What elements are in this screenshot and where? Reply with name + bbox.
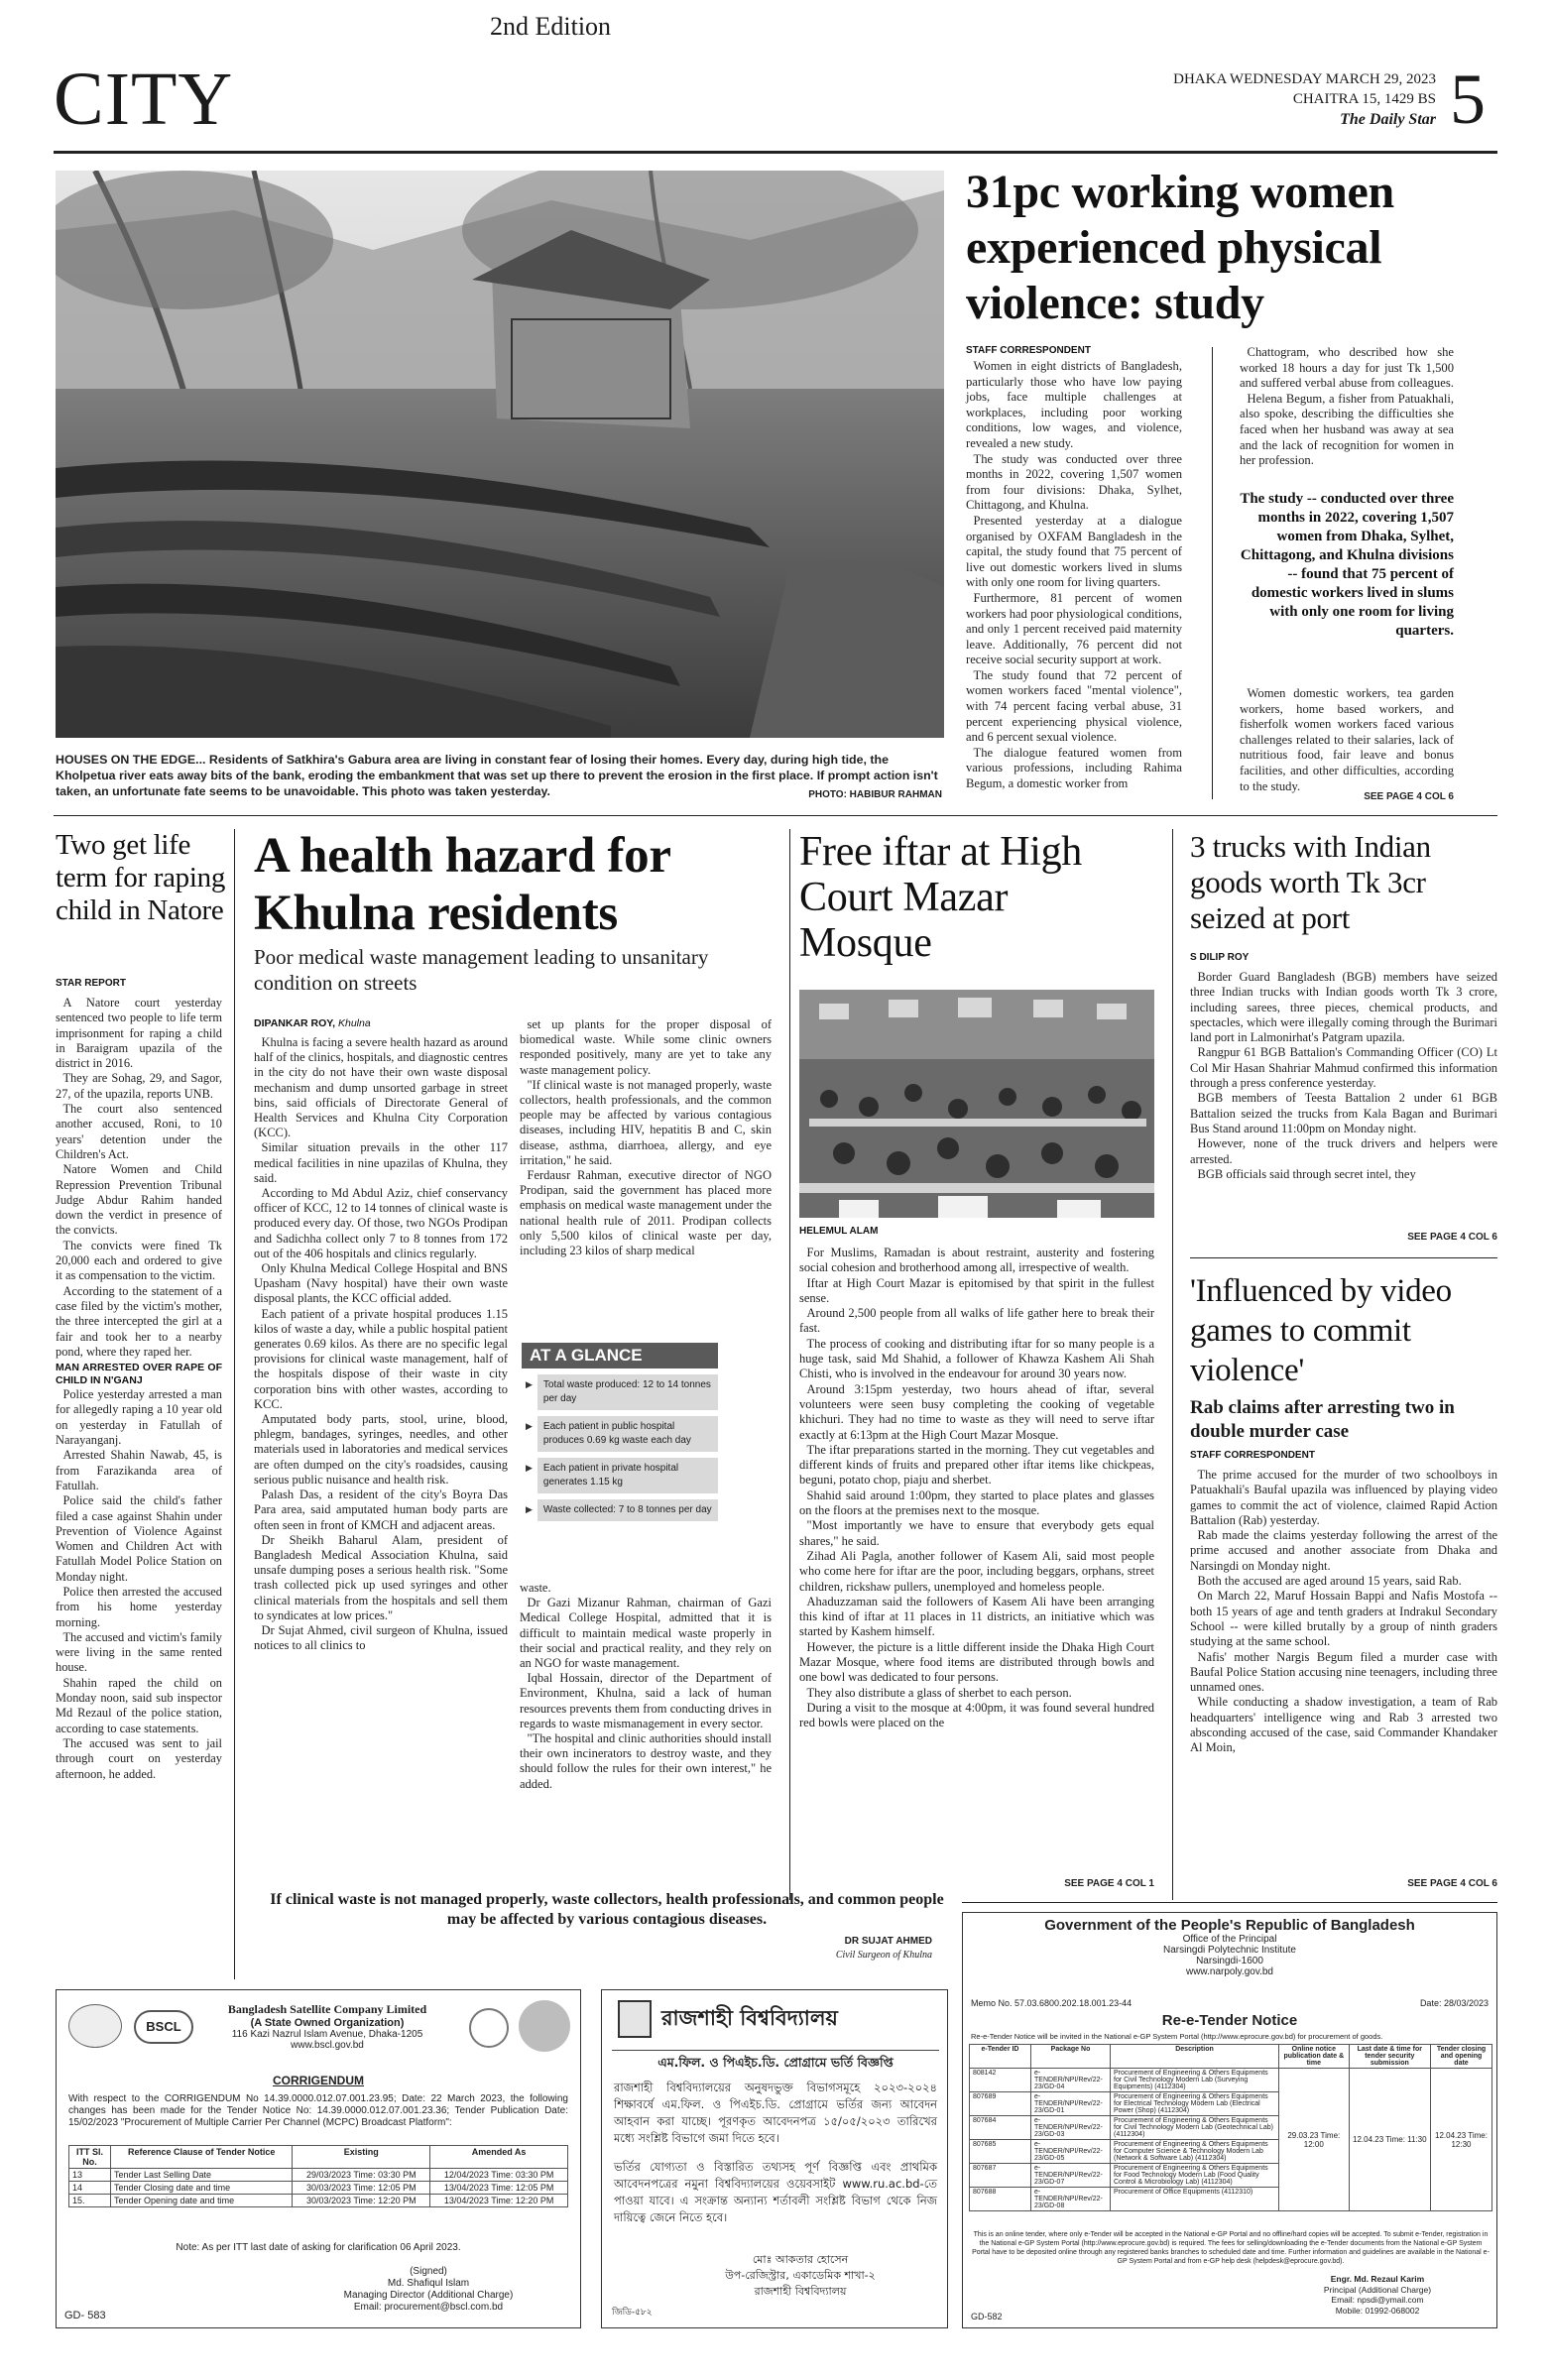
khulna-byline-place: Khulna (337, 1017, 371, 1029)
iftar-p12: They also distribute a glass of sherbet to each person. (806, 1685, 1072, 1700)
women-col-divider (1212, 347, 1213, 799)
iftar-p13: During a visit to the mosque at 4:00pm, it was found several hundred red bowls were placed on the (799, 1700, 1154, 1730)
glance-item: ▶ Waste collected: 7 to 8 tonnes per day (522, 1499, 718, 1521)
khulna-byline (254, 1017, 371, 1029)
khulna-p7: Palash Das, a resident of the city's Boyra Das Para area, said amputated human body parts are often seen in front of KMCH and adjacent areas. (254, 1488, 508, 1532)
khulna-p1: Khulna is facing a severe health hazard as around half of the clinics, hospitals, and diagnostic centres in the city do not have their own waste disposal mechanism and dump unsorted garbage in street bins, said officials of Directorate General of Health Services and Khulna City Corporation (KCC). (254, 1035, 508, 1140)
women-p5: The study found that 72 percent of women workers faced "mental violence", with 74 percent facing verbal abuse, 31 percent experiencing physical violence, and 6 percent sexual violence. (966, 667, 1182, 745)
ru-subtitle: এম.ফিল. ও পিএইচ.ডি. প্রোগ্রামে ভর্তি বিজ্ঞপ্তি (612, 2050, 939, 2075)
women-col1 (966, 359, 1182, 792)
bscl-web[interactable]: www.bscl.gov.bd (291, 2040, 364, 2051)
table-row: 14 Tender Closing date and time 30/03/2023 Time: 12:05 PM 13/04/2023 Time: 12:05 PM (69, 2182, 568, 2195)
satellite-icon (469, 2008, 509, 2048)
trucks-p4: However, none of the truck drivers and helpers were arrested. (1190, 1136, 1497, 1166)
ru-logo-icon (618, 2000, 652, 2038)
trucks-p5: BGB officials said through secret intel, they (1197, 1166, 1416, 1181)
paper-name: The Daily Star (1340, 111, 1436, 128)
npi-table: e-Tender ID Package No Description Online notice publication date & time Last date & time for tender security submission Tender closing and opening date 808142 e-TENDER/NPI/Rev/22-23/GD-04 Procurement of Engineering & Others Equipments for Civil Technology Modern Lab (Surveying Equipments) (4112304) 29.03.23 Time: 12:00 12.04.23 Time: 11:30 12.04.23 Time: 12:30 807689 e-TENDER/NPI/Rev/22-23/GD-01 Procurement of Engineering & Others Equipments for Electrical Technology Modern Lab (Electrical Power (Shop) (4112304) 807684 e-TENDER/NPI/Rev/22-23/GD-03 Procurement of Engineering & Others Equipments for Civil Technology Modern Lab (Geotechnical Lab) (4112304) 807685 e-TENDER/NPI/Rev/22-23/GD-05 Procurement of Engineering & Others Equipments for Computer Science & Technology Modern Lab (Network & Software Lab) (4112304) 807687 e-TENDER/NPI/Rev/22-23/GD-07 Procurement of Engineering & Others Equipments for Food Technology Modern Lab (Food Quality Control & Microbiology Lab) (4112304) 807688 e-TENDER/NPI/Rev/22-23/GD-08 Procurement of Office Equipments (4112310) (969, 2044, 1492, 2211)
npi-memo: Memo No. 57.03.6800.202.18.001.23-44 (971, 1998, 1133, 2008)
khulna-divider (789, 829, 790, 1900)
npi-intro: Re-e-Tender Notice will be invited in the National e-GP System Portal (http://www.eprocure.gov.bd) for procurement of goods. (971, 2032, 1383, 2041)
table-row: 15. Tender Opening date and time 30/03/2023 Time: 12:20 PM 13/04/2023 Time: 12:20 PM (69, 2195, 568, 2207)
trucks-byline: S DILIP ROY (1190, 952, 1250, 963)
ru-title: রাজশাহী বিশ্ববিদ্যালয় (661, 2006, 838, 2030)
women-col2-after (1240, 686, 1454, 794)
natore-p7: Police yesterday arrested a man for allegedly raping a 10 year old on yesterday in Fatullah of Narayanganj. (56, 1387, 222, 1448)
npi-date: Date: 28/03/2023 (1419, 1998, 1489, 2008)
narsingdi-ad (962, 1912, 1497, 2328)
bscl-ad (56, 1989, 581, 2328)
table-row: 808142 e-TENDER/NPI/Rev/22-23/GD-04 Procurement of Engineering & Others Equipments for Civil Technology Modern Lab (Surveying Equipments) (4112304) 29.03.23 Time: 12:00 12.04.23 Time: 11:30 12.04.23 Time: 12:30 (970, 2069, 1492, 2092)
glance-item: ▶ Total waste produced: 12 to 14 tonnes per day (522, 1374, 718, 1410)
ru-org: রাজশাহী বিশ্ববিদ্যালয় (754, 2285, 847, 2298)
bullet-icon: ▶ (526, 1421, 533, 1431)
ru-body1: রাজশাহী বিশ্ববিদ্যালয়ের অনুষদভুক্ত বিভাগসমূহে ২০২৩-২০২৪ শিক্ষাবর্ষে এম.ফিল. ও পিএইচ.ডি. প্রোগ্রামে ভর্তির জন্য আবেদন আহবান করা যাচ্ছে। পূরণকৃত আবেদনপত্র ১৫/০৫/২০২৩ তারিখের মধ্যে সংশ্লিষ্ট বিভাগে জমা দিতে হবে। (614, 2081, 937, 2145)
glance-box (522, 1343, 718, 1521)
glance-item: ▶ Each patient in private hospital generates 1.15 kg (522, 1458, 718, 1493)
women-p4: Furthermore, 81 percent of women workers had poor physiological conditions, and only 1 percent received paid maternity leave. Additionally, 76 percent did not receive social security support at work. (966, 590, 1182, 667)
natore-p3: The court also sentenced another accused, Roni, to 10 years' detention under the Children's Act. (56, 1102, 222, 1161)
women-p8: Helena Begum, a fisher from Patuakhali, also spoke, describing the difficulties she faced when her husband was away at sea and the lack of recognition for women in her profession. (1240, 391, 1454, 468)
ru-ad (601, 1989, 948, 2328)
bottom-story-rule (962, 1902, 1497, 1903)
quote-title: Civil Surgeon of Khulna (835, 1950, 932, 1961)
photo-credit: PHOTO: HABIBUR RAHMAN (808, 789, 942, 800)
khulna-p4: Only Khulna Medical College Hospital and BNS Upasham (Navy hospital) have their own waste disposal plants, the KCC official added. (254, 1261, 508, 1306)
women-col2 (1240, 345, 1454, 469)
bullet-icon: ▶ (526, 1379, 533, 1389)
natore-byline: STAR REPORT (56, 978, 126, 989)
npi-code: GD-582 (971, 2312, 1003, 2321)
khulna-byline-name: DIPANKAR ROY, (254, 1017, 336, 1029)
games-p5: Nafis' mother Nargis Begum filed a murder case with Baufal Police Station accusing nine teenagers, including three unnamed ones. (1190, 1649, 1497, 1695)
emblem-icon (68, 2004, 122, 2048)
iftar-p5: Around 3:15pm yesterday, two hours ahead of iftar, several volunteers were seen busy completing the cooking of vegetable khichuri. They had no time to waste as they will need to serve iftar exactly at 6:13pm at the High Court Mazar Mosque. (799, 1381, 1154, 1442)
top-photo (56, 171, 944, 738)
bscl-email[interactable]: Email: procurement@bscl.com.bd (353, 2302, 504, 2313)
trucks-continued[interactable]: SEE PAGE 4 COL 6 (1407, 1232, 1497, 1243)
khulna-p14: Dr Gazi Mizanur Rahman, chairman of Gazi Medical College Hospital, admitted that it is difficult to maintain medical waste properly in their social and practical reality, and they rely on an NGO for waste management. (520, 1596, 772, 1671)
khulna-p6: Amputated body parts, stool, urine, blood, phlegm, bandages, syringes, needles, and other materials used in laboratories and medical services are often dumped on the city's roadsides, causing serious public nuisance and health risk. (254, 1412, 508, 1487)
iftar-p9: Zihad Ali Pagla, another follower of Kasem Ali, said most people who come here for iftar are the poor, including beggars, orphans, street children, rickshaw pullers, unemployed and homeless people. (799, 1548, 1154, 1594)
bscl-signer: Md. Shafiqul Islam (387, 2278, 470, 2289)
iftar-p4: The process of cooking and distributing iftar for so many people is a huge task, said Md Shahid, a follower of Khawza Kashem Ali Shah Chisti, who is involved in the endeavour for around 30 years now. (799, 1336, 1154, 1381)
khulna-p8: Dr Sheikh Baharul Alam, president of Bangladesh Medical Association Khulna, said unsafe dumping poses a serious health risk. "Some trash collected pick up used syringes and other clinical materials from the hospitals and sell them to syndicates at low prices." (254, 1532, 508, 1622)
glance-item: ▶ Each patient in public hospital produces 0.69 kg waste each day (522, 1416, 718, 1452)
khulna-p12: Ferdausr Rahman, executive director of NGO Prodipan, said the government has placed more emphasis on medical waste management under the national health rule of 2011. Prodipan collects only 5,500 kilos of clinical waste per day, including 23 kilos of sharp medical (520, 1168, 772, 1258)
bscl-designation: Managing Director (Additional Charge) (343, 2290, 514, 2301)
npi-designation: Principal (Additional Charge) (1323, 2284, 1432, 2295)
table-row: 807689 e-TENDER/NPI/Rev/22-23/GD-01 Procurement of Engineering & Others Equipments for Electrical Technology Modern Lab (Electrical Power (Shop) (4112304) (970, 2092, 1492, 2116)
bscl-th: Existing (293, 2146, 430, 2169)
date-line: DHAKA WEDNESDAY MARCH 29, 2023 (1173, 71, 1436, 87)
iftar-continued[interactable]: SEE PAGE 4 COL 1 (1064, 1878, 1154, 1889)
bscl-address: 116 Kazi Nazrul Islam Avenue, Dhaka-1205 (231, 2029, 423, 2040)
khulna-p9: Dr Sujat Ahmed, civil surgeon of Khulna, issued notices to all clinics to (254, 1622, 508, 1653)
natore-p2: They are Sohag, 29, and Sagor, 27, of the upazila, reports UNB. (56, 1071, 222, 1101)
bscl-th: ITT Sl. No. (69, 2146, 111, 2169)
bscl-company: Bangladesh Satellite Company Limited (227, 2002, 427, 2016)
khulna-p5: Each patient of a private hospital produces 1.15 kilos of waste a day, while a public hospital patient generates 0.69 kilos. As there are no specific legal provisions for clinical waste management, half of the hospitals dispose of their waste in city corporation bins with other wastes, according to KCC. (254, 1306, 508, 1411)
bscl-logo: BSCL (134, 2010, 193, 2044)
natore-p9: Police said the child's father filed a case against Shahin under Prevention of Violence Against Women and Children Act with Fatullah Model Police Station on Monday night. (56, 1493, 222, 1584)
games-byline: STAFF CORRESPONDENT (1190, 1450, 1315, 1461)
women-headline[interactable]: 31pc working women experienced physical violence: study (966, 166, 1394, 329)
bscl-org-note: (A State Owned Organization) (250, 2017, 405, 2029)
natore-divider (234, 829, 235, 1979)
ru-signer: মোঃ আকতার হোসেন (752, 2253, 849, 2266)
photo-caption: HOUSES ON THE EDGE... Residents of Satkhira's Gabura area are living in constant fear of losing their homes. Every day, during high tide, the Kholpetua river eats away bits of the bank, eroding the embankment that was set up there to prevent the erosion in the first place. If prompt action isn't taken, an unfortunate fate seems to be unavoidable. This photo was taken yesterday. (56, 753, 938, 798)
section-title: CITY (54, 58, 234, 141)
npi-office: Office of the Principal (1182, 1934, 1277, 1945)
npi-signer: Engr. Md. Rezaul Karim (1330, 2274, 1425, 2284)
women-p9: Women domestic workers, tea garden workers, home based workers, and fisherfolk women workers faced various challenges related to their salaries, lack of nutritious food, fair leave and bonus facilities, and other difficulties, according to the study. (1240, 686, 1454, 793)
games-p4: On March 22, Maruf Hossain Bappi and Nafis Mostofa -- both 15 years of age and tenth graders at Indrakul Secondary School -- were killed brutally by a group of ninth graders studying at the same school. (1190, 1589, 1497, 1649)
ru-code: জিডি-৫৮২ (612, 2308, 653, 2318)
npi-city: Narsingdi-1600 (1196, 1956, 1263, 1966)
iftar-p11: However, the picture is a little different inside the Dhaka High Court Mazar Mosque, where food items are distributed through bowls and one bowl was dedicated to four persons. (799, 1639, 1154, 1685)
women-byline: STAFF CORRESPONDENT (966, 345, 1091, 356)
women-continued[interactable]: SEE PAGE 4 COL 6 (1364, 791, 1454, 802)
natore-p11: The accused and victim's family were living in the same rented house. (56, 1629, 222, 1675)
khulna-p13: waste. (520, 1581, 551, 1595)
ru-body2: ভর্তির যোগ্যতা ও বিস্তারিত তথ্যসহ পূর্ণ বিজ্ঞপ্তি এবং প্রাথমিক আবেদনপত্রের নমুনা বিশ্ববিদ্যালয়ের ওয়েবসাইট www.ru.ac.bd-তে পাওয়া যাবে। এ সংক্রান্ত অন্যান্য শর্তাবলী সংশ্লিষ্ট বিভাগ থেকে নিজ দায়িত্বে জেনে নিতে হবে। (614, 2160, 937, 2224)
npi-footnote: This is an online tender, where only e-Tender will be accepted in the National e-GP Portal and no offline/hard copies will be accepted. To submit e-Tender, registration in the National e-GP System Portal (http://www.eprocure.gov.bd) is required. The fees for selling/downloading the e-Tender documents from the National e-GP System Portal have to be deposited online through any registered banks branches to scheduled date and time. Further information and guidelines are available in the National e-GP System Portal and from e-GP help desk (helpdesk@eprocure.gov.bd). (972, 2231, 1490, 2265)
bullet-icon: ▶ (526, 1504, 533, 1514)
khulna-p10: set up plants for the proper disposal of biomedical waste. While some clinic owners responded positively, many are yet to take any waste management policy. (520, 1017, 772, 1077)
trucks-body (1190, 970, 1497, 1182)
bscl-signed: (Signed) (410, 2266, 447, 2277)
edition-label: 2nd Edition (490, 12, 612, 41)
khulna-col2 (520, 1017, 772, 1258)
khulna-p16: "The hospital and clinic authorities should install their own incinerators to destroy waste, and they should follow the rules for their own interest," he added. (520, 1731, 772, 1791)
khulna-p15: Iqbal Hossain, director of the Department of Environment, Khulna, said a lack of human resources prevents them from conducting drives in regards to waste mismanagement in every sector. (520, 1671, 772, 1730)
trucks-p3: BGB members of Teesta Battalion 2 under 61 BGB Battalion seized the trucks from Kala Bagan and Burimari Bus Stand around 11:00pm on Monday night. (1190, 1091, 1497, 1135)
iftar-divider (1172, 829, 1173, 1900)
khulna-headline[interactable]: A health hazard for Khulna residents (254, 828, 670, 941)
natore-subhead: MAN ARRESTED OVER RAPE OF CHILD IN N'GANJ (56, 1362, 222, 1387)
women-pullquote: The study -- conducted over three months in 2022, covering 1,507 women from Dhaka, Sylhet, Chittagong, and Khulna divisions -- found that 75 percent of domestic workers lived in slums with only one room for living quarters. (1240, 491, 1454, 639)
natore-p6: According to the statement of a case filed by the victim's mother, the three intercepted the girl at a fair and took her to a nearby pond, where they raped her. (56, 1283, 222, 1359)
trucks-p2: Rangpur 61 BGB Battalion's Commanding Officer (CO) Lt Col Mir Hasan Shahriar Mahmud confirmed this information through a press conference yesterday. (1190, 1045, 1497, 1091)
iftar-photo (799, 990, 1154, 1218)
khulna-subheadline: Poor medical waste management leading to unsanitary condition on streets (254, 945, 709, 995)
iftar-p3: Around 2,500 people from all walks of life gather here to break their fast. (799, 1306, 1154, 1336)
natore-p10: Police then arrested the accused from his home yesterday morning. (56, 1584, 222, 1629)
games-subheadline: Rab claims after arresting two in double murder case (1190, 1397, 1455, 1442)
table-row: 807684 e-TENDER/NPI/Rev/22-23/GD-03 Procurement of Engineering & Others Equipments for Civil Technology Modern Lab (Geotechnical Lab) (4112304) (970, 2116, 1492, 2140)
bangla-date: CHAITRA 15, 1429 BS (1292, 91, 1436, 107)
iftar-p2: Iftar at High Court Mazar is epitomised by that spirit in the fullest sense. (799, 1275, 1154, 1305)
table-row: 807688 e-TENDER/NPI/Rev/22-23/GD-08 Procurement of Office Equipments (4112310) (970, 2188, 1492, 2211)
women-p1: Women in eight districts of Bangladesh, particularly those who have low paying jobs, face multiple challenges at workplaces, including poor working conditions, low wages, and violence, revealed a new study. (966, 359, 1182, 450)
portrait-icon (519, 2000, 570, 2052)
page-number: 5 (1450, 60, 1486, 139)
natore-p8: Arrested Shahin Nawab, 45, is from Farazikanda area of Fatullah. (56, 1448, 222, 1492)
quote-name: DR SUJAT AHMED (844, 1936, 932, 1947)
women-p2: The study was conducted over three months in 2022, covering 1,507 women from four divisions: Dhaka, Sylhet, Chittagong, and Khulna. (966, 451, 1182, 513)
iftar-p10: Ahaduzzaman said the followers of Kasem Ali have been arranging this kind of iftar at 11 places in 11 districts, an initiative which was started by Kashem himself. (799, 1594, 1154, 1639)
khulna-quote: If clinical waste is not managed properly, waste collectors, health professionals, and common people may be affected by various contagious diseases. (270, 1891, 944, 1928)
games-p1: The prime accused for the murder of two schoolboys in Patuakhali's Baufal upazila was influenced by playing video games to commit the act of violence, claimed Rapid Action Battalion (Rab) yesterday. (1190, 1468, 1497, 1527)
npi-title: Re-e-Tender Notice (1161, 2012, 1298, 2029)
iftar-p1: For Muslims, Ramadan is about restraint, austerity and fostering social cohesion and brotherhood among all, irrespective of wealth. (799, 1246, 1154, 1275)
ru-designation: উপ-রেজিস্ট্রার, একাডেমিক শাখা-২ (725, 2269, 876, 2282)
games-p2: Rab made the claims yesterday following the arrest of the prime accused and another associate from Dhaka and Narsingdi on Monday night. (1190, 1528, 1497, 1573)
games-p6: While conducting a shadow investigation, a team of Rab headquarters' intelligence wing and Rab 3 arrested two absconding accused of the case, said Commander Khandaker Al Moin, (1190, 1695, 1497, 1755)
npi-mobile: Mobile: 01992-068002 (1335, 2305, 1420, 2316)
bscl-table (68, 2145, 568, 2207)
mid-rule (54, 815, 1497, 816)
bscl-th: Reference Clause of Tender Notice (111, 2146, 293, 2169)
trucks-p1: Border Guard Bangladesh (BGB) members have seized three Indian trucks with Indian goods worth Tk 3 crore, including sarees, three pieces, chemical products, and spectacles, which were illegally coming through the Burimari land port in Lalmonirhat's Patgram upazila. (1190, 970, 1497, 1045)
iftar-body (799, 1246, 1154, 1731)
khulna-p3: According to Md Abdul Aziz, chief conservancy officer of KCC, 12 to 14 tonnes of clinical waste is produced every day. Of those, two NGOs Prodipan and Sadichha collect only 7 to 8 tonnes from 172 out of the 406 hospitals and clinics regularly. (254, 1186, 508, 1260)
games-continued[interactable]: SEE PAGE 4 COL 6 (1407, 1878, 1497, 1889)
games-body (1190, 1468, 1497, 1756)
iftar-p8: "Most importantly we have to ensure that everybody gets equal shares," he said. (799, 1518, 1154, 1548)
games-p3: Both the accused are aged around 15 years, said Rab. (1197, 1574, 1462, 1589)
khulna-col1 (254, 1035, 508, 1653)
iftar-p6: The iftar preparations started in the morning. They cut vegetables and different kinds of fruits and prepared other iftar items like chickpeas, beguni, potato chop, piaju and sherbet. (799, 1442, 1154, 1488)
npi-web[interactable]: www.narpoly.gov.bd (1185, 1966, 1273, 1977)
iftar-p7: Shahid said around 1:00pm, they started to place plates and glasses on the floors at the premises next to the mosque. (799, 1488, 1154, 1518)
masthead-rule (54, 151, 1497, 154)
natore-p5: The convicts were fined Tk 20,000 each and ordered to give it as compensation to the victim. (56, 1238, 222, 1283)
natore-p13: The accused was sent to jail through court on yesterday afternoon, he added. (56, 1735, 222, 1781)
iftar-byline: HELEMUL ALAM (799, 1226, 879, 1237)
khulna-col2-after (520, 1581, 772, 1792)
khulna-p11: "If clinical waste is not managed properly, waste collectors, health professionals, and the common people may be affected by various contagious diseases, including HIV, hepatitis B and C, skin disease, asthma, diarrhoea, allergy, and eye irritation," he said. (520, 1077, 772, 1167)
iftar-headline[interactable]: Free iftar at High Court Mazar Mosque (799, 829, 1082, 966)
bscl-title: CORRIGENDUM (273, 2074, 364, 2087)
bscl-code: GD- 583 (64, 2310, 106, 2321)
bscl-intro: With respect to the CORRIGENDUM No 14.39.0000.012.07.001.23.95; Date: 22 March 2023, the following changes has been made for the Tender Notice No: 14.39.0000.012.07.001.23.36; Tender Publication Date: 15/02/2023 "Procurement of Multiple Carrier Per Channel (MCPC) Broadcast Platform": (68, 2093, 568, 2128)
khulna-p2: Similar situation prevails in the other 117 medical facilities in nine upazilas of Khulna, they said. (254, 1140, 508, 1185)
table-row: 807687 e-TENDER/NPI/Rev/22-23/GD-07 Procurement of Engineering & Others Equipments for Food Technology Modern Lab (Food Quality Control & Microbiology Lab) (4112304) (970, 2164, 1492, 2188)
bscl-th: Amended As (430, 2146, 568, 2169)
natore-p4: Natore Women and Child Repression Prevention Tribunal Judge Abdur Rahim handed down the verdict in presence of the convicts. (56, 1162, 222, 1238)
bullet-icon: ▶ (526, 1463, 533, 1473)
natore-headline[interactable]: Two get life term for raping child in Natore (56, 829, 226, 926)
women-p7: Chattogram, who described how she worked 18 hours a day for just Tk 1,500 and suffered verbal abuse from colleagues. (1240, 345, 1454, 391)
trucks-rule (1190, 1257, 1497, 1258)
natore-p1: A Natore court yesterday sentenced two people to life term imprisonment for raping a child in Baraigram upazila of the district in 2016. (56, 996, 222, 1071)
women-p3: Presented yesterday at a dialogue organised by OXFAM Bangladesh in the capital, the study found that 75 percent of live out domestic workers lived in slums with only one room for living quarters. (966, 513, 1182, 590)
npi-inst: Narsingdi Polytechnic Institute (1163, 1945, 1296, 1956)
npi-gov: Government of the People's Republic of Bangladesh (1044, 1917, 1415, 1934)
natore-p12: Shahin raped the child on Monday noon, said sub inspector Md Rezaul of the police station, according to case statements. (56, 1675, 222, 1735)
table-row: 13 Tender Last Selling Date 29/03/2023 Time: 03:30 PM 12/04/2023 Time: 03:30 PM (69, 2169, 568, 2182)
women-p6: The dialogue featured women from various professions, including Rahima Begum, a domestic worker from (966, 745, 1182, 791)
table-row: 807685 e-TENDER/NPI/Rev/22-23/GD-05 Procurement of Engineering & Others Equipments for Computer Science & Technology Modern Lab (Network & Software Lab) (4112304) (970, 2140, 1492, 2164)
games-headline[interactable]: 'Influenced by video games to commit violence' (1190, 1273, 1452, 1388)
natore-body (56, 996, 222, 1782)
trucks-headline[interactable]: 3 trucks with Indian goods worth Tk 3cr seized at port (1190, 829, 1431, 935)
glance-title: AT A GLANCE (522, 1343, 718, 1368)
npi-email[interactable]: Email: npsdi@ymail.com (1331, 2295, 1424, 2305)
bscl-note: Note: As per ITT last date of asking for clarification 06 April 2023. (176, 2242, 461, 2253)
